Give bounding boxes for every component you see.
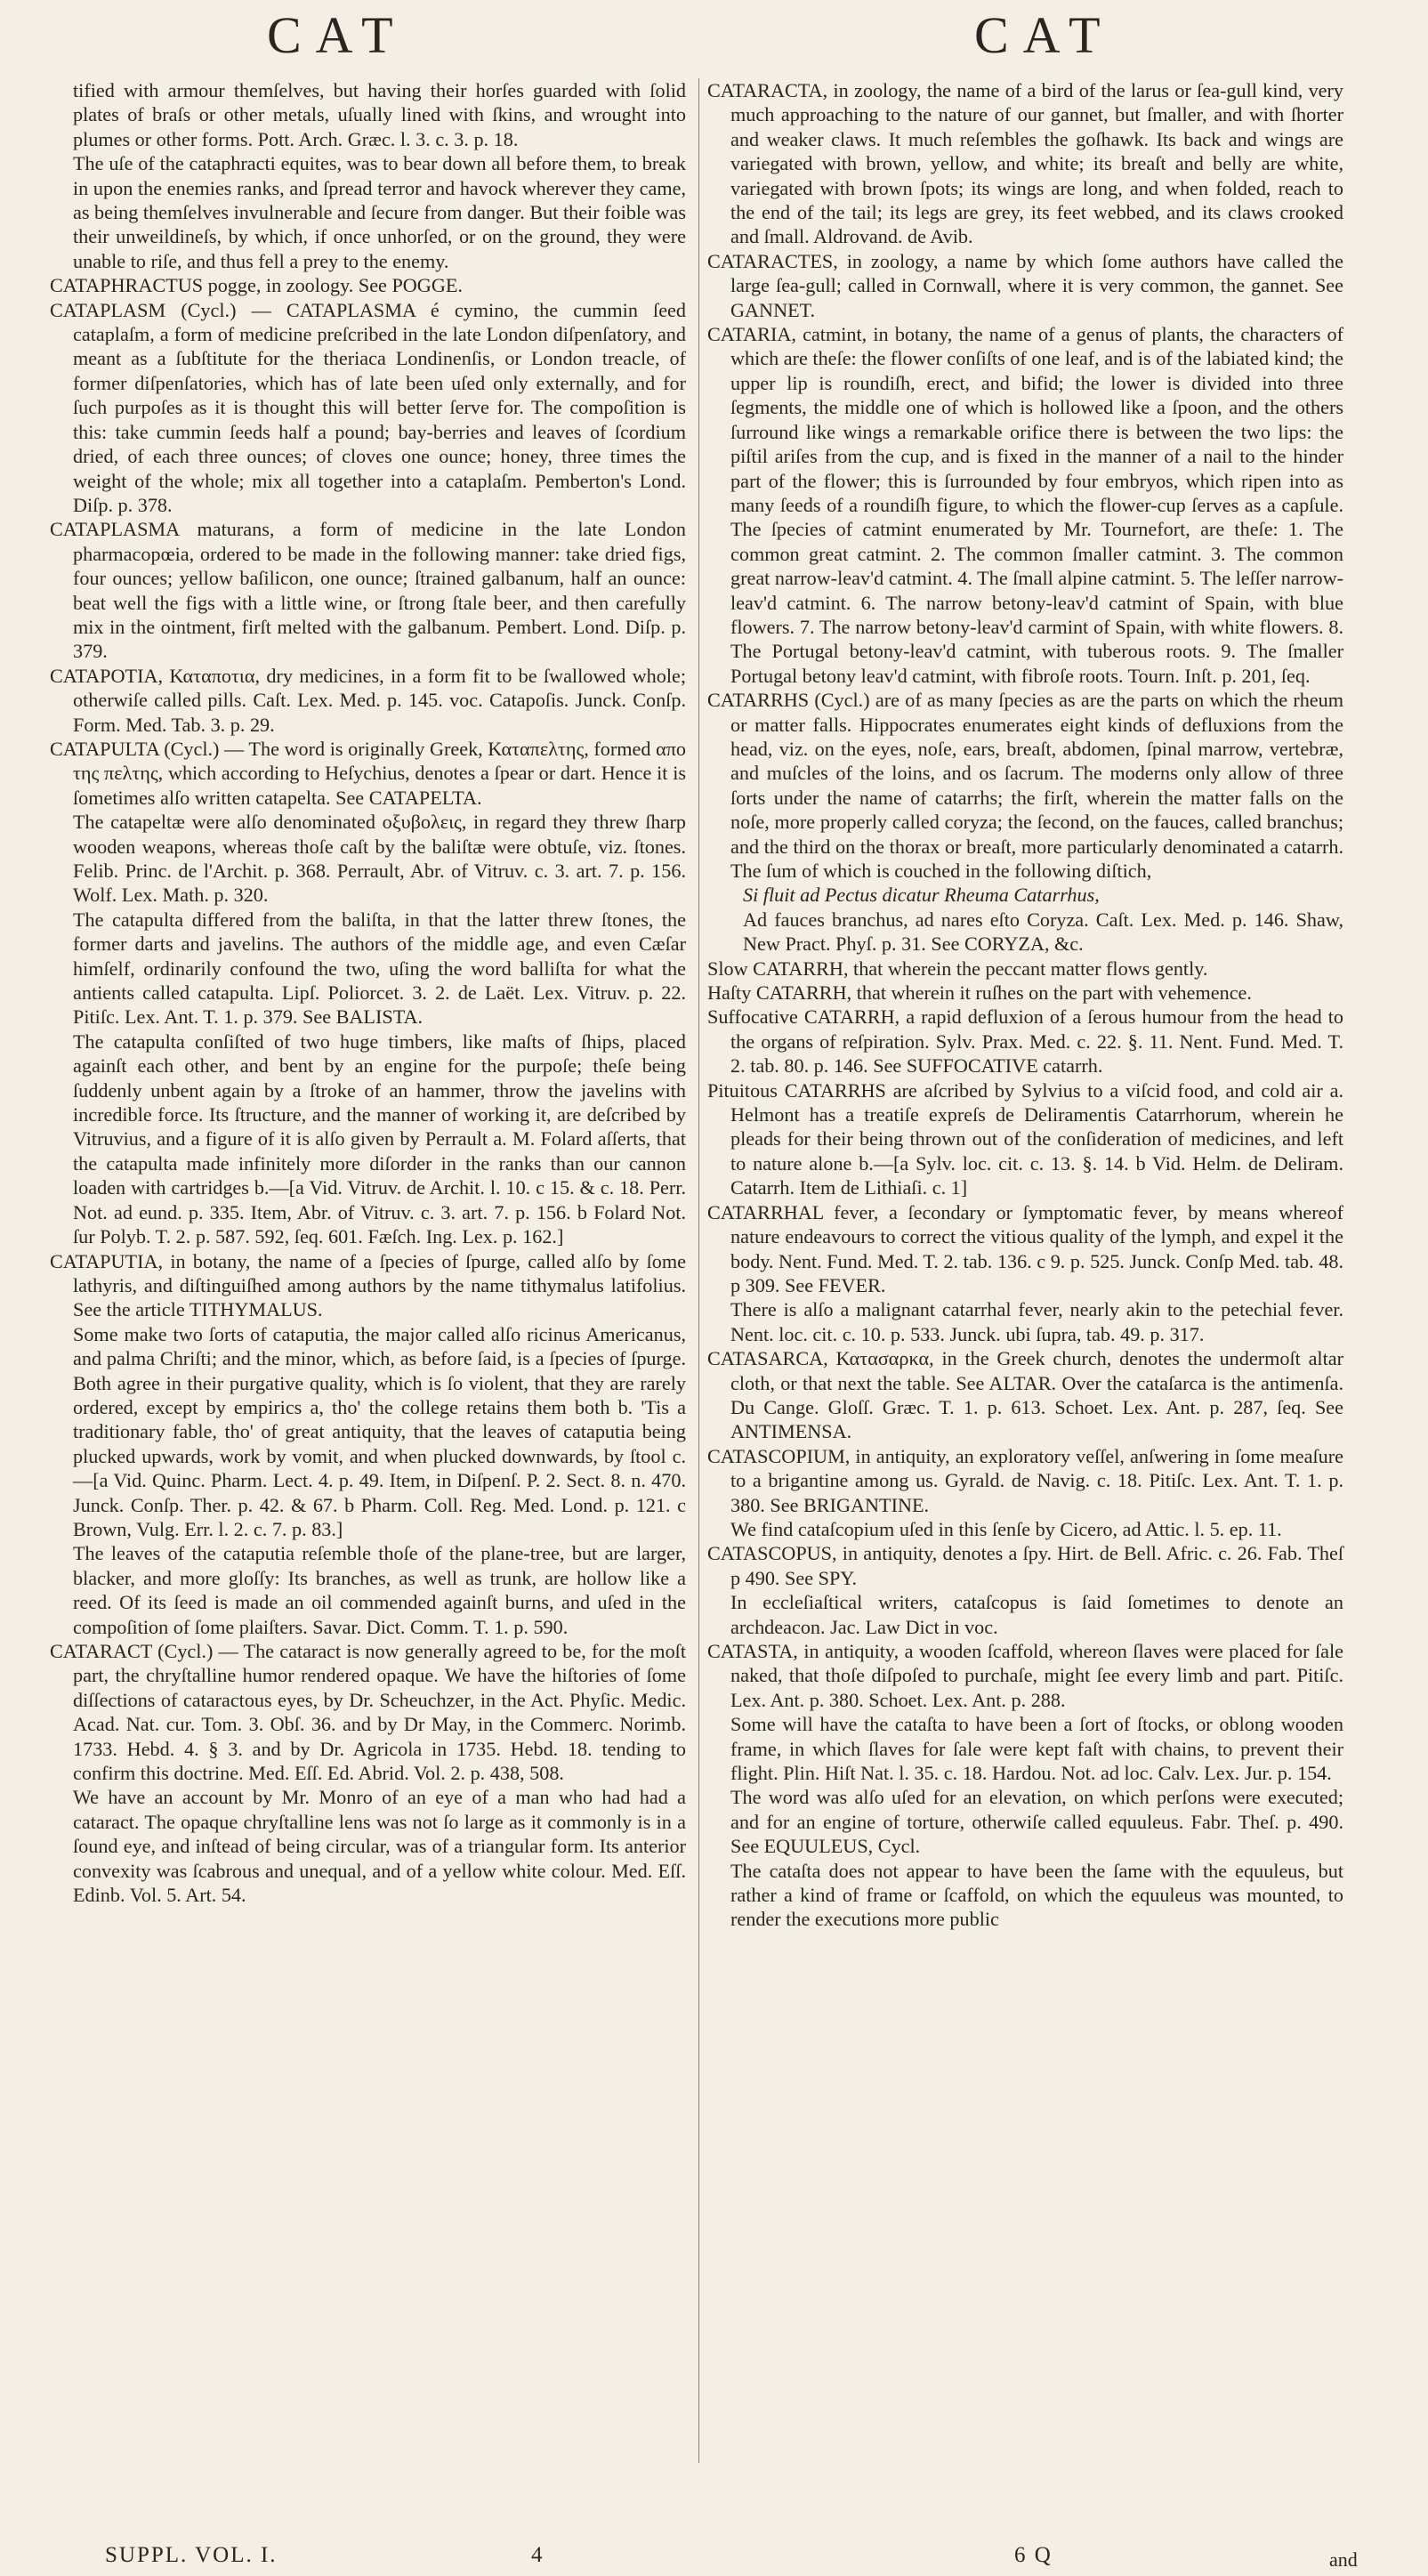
paragraph: The leaves of the cataputia reſemble thoſe of the plane-tree, but are larger, blacker, and more gloſſy: Its branches, as well as trunk, are hollow like a reed. Of its ſeed is made an oil commended againſt burns, and uſed in the compoſition of ſome plaiſters. Savar. Dict. Comm. T. 1. p. 590. <box>73 1542 686 1638</box>
entry-heading: CATAPHRACTUS pogge, in zoology. See POGGE. <box>50 274 463 297</box>
entry-heading: CATASCOPIUM, in antiquity, an exploratory veſſel, anſwering in ſome meaſure to a brigantine among us. Gyrald. de Navig. c. 18. Pitiſc. Lex. Ant. T. 1. p. 380. See BRIGANTINE. <box>707 1444 1343 1516</box>
signature-mark: SUPPL. VOL. I. <box>105 2543 278 2567</box>
catchword: and <box>1329 2548 1358 2571</box>
entry-heading: Slow CATARRH, that wherein the peccant matter flows gently. <box>707 957 1208 980</box>
column-divider <box>698 78 699 2463</box>
paragraph: Some will have the cataſta to have been a ſort of ſtocks, or oblong wooden frame, in which ſlaves for ſale were kept faſt with chains, to prevent their flight. Plin. Hiſt Nat. l. 35. c. 18. Hardou. Not. ad loc. Calv. Lex. Jur. p. 154. <box>730 1713 1343 1785</box>
entry-heading: CATARRHAL fever, a ſecondary or ſymptomatic fever, by means whereof nature endeavours to correct the vitious quality of the lymph, and expel it the body. Nent. Fund. Med. T. 2. tab. 136. c 9. p. 525. Junck. Conſp Med. tab. 48. p 309. See FEVER. <box>707 1200 1343 1296</box>
entry-heading: CATASCOPUS, in antiquity, denotes a ſpy. Hirt. de Bell. Afric. c. 26. Fab. Theſ p 490. See SPY. <box>707 1542 1343 1589</box>
paragraph: The uſe of the cataphracti equites, was to bear down all before them, to break in upon the enemies ranks, and ſpread terror and havock wherever they came, as being themſelves invulnerable and ſecure from danger. But their foible was their unweildineſs, by which, if once unhorſed, or on the ground, they were unable to riſe, and thus fell a prey to the enemy. <box>73 152 686 272</box>
entry-heading: CATASTA, in antiquity, a wooden ſcaffold, whereon ſlaves were placed for ſale naked, that thoſe diſpoſed to purchaſe, might ſee every limb and part. Pitiſc. Lex. Ant. p. 380. Schoet. Lex. Ant. p. 288. <box>707 1640 1343 1711</box>
entry-heading: CATAPLASM (Cycl.) — CATAPLASMA é cymino, the cummin ſeed cataplaſm, a form of medicine preſcribed in the late London diſpenſatory, and meant as a ſubſtitute for the theriaca Londinenſis, or London treacle, of former diſpenſatories, which has of late been uſed only externally, and for ſuch purpoſes as it is thought this will better ſerve for. The compoſition is this: take cummin ſeeds half a pound; bay-berries and leaves of ſcordium dried, of each three ounces; of cloves one ounce; honey, three times the weight of the whole; mix all together into a cataplaſm. Pemberton's Lond. Diſp. p. 378. <box>50 298 686 516</box>
entry-heading: CATARIA, catmint, in botany, the name of a genus of plants, the characters of which are theſe: the flower conſiſts of one leaf, and is of the labiated kind; the upper lip is roundiſh, erect, and bifid; the lower is divided into three ſegments, the middle one of which is hollowed like a ſpoon, and the others ſurround like wings a remarkable orifice there is between the two lips: the piſtil ariſes from the cup, and is fixed in the manner of a nail to the hinder part of the flower; this is ſurrounded by four embryos, which ripen into as many ſeeds of a roundiſh figure, to which the flower-cup ſerves as a capſule. The ſpecies of catmint enumerated by Mr. Tournefort, are theſe: 1. The common great catmint. 2. The common ſmaller catmint. 3. The common great narrow-leav'd catmint. 4. The ſmall alpine catmint. 5. The leſſer narrow-leav'd catmint. 6. The narrow betony-leav'd catmint of Spain, with blue flowers. 7. The narrow betony-leav'd carmint of Spain, with white flowers. 8. The Portugal betony-leav'd catmint, with tuberous roots. 9. The ſmaller Portugal betony leav'd catmint, with fibroſe roots. Tourn. Inſt. p. 201, ſeq. <box>707 323 1343 687</box>
running-header-right: CAT <box>974 6 1115 64</box>
left-column <box>50 78 686 1907</box>
entry-heading: CATAPLASMA maturans, a form of medicine in the late London pharmacopœia, ordered to be made in the following manner: take dried figs, four ounces; yellow baſilicon, one ounce; ſtrained galbanum, half an ounce: beat well the figs with a little wine, or ſtrong ſtale beer, and then carefully mix in the ointment, firſt melted with the galbanum. Pembert. Lond. Diſp. p. 379. <box>50 518 686 663</box>
entry-heading: Haſty CATARRH, that wherein it ruſhes on the part with vehemence. <box>707 981 1252 1005</box>
paragraph: The catapulta differed from the baliſta, in that the latter threw ſtones, the former darts and javelins. The authors of the middle age, and even Cæſar himſelf, ordinarily confound the two, uſing the word balliſta for what the antients called catapulta. Lipſ. Poliorcet. 3. 2. de Laët. Lex. Vitruv. p. 22. Pitiſc. Lex. Ant. T. 1. p. 379. See BALISTA. <box>73 908 686 1029</box>
verse-line: Si fluit ad Pectus dicatur Rheuma Catarrhus, <box>743 884 1100 907</box>
entry-heading: CATASARCA, Κατασαρκα, in the Greek church, denotes the undermoſt altar cloth, or that next the table. See ALTAR. Over the cataſarca is the antimenſa. Du Cange. Gloſſ. Græc. T. 1. p. 613. Schoet. Lex. Ant. p. 287, ſeq. See ANTIMENSA. <box>707 1347 1343 1443</box>
entry-heading: CATAPOTIA, Καταποτια, dry medicines, in a form fit to be ſwallowed whole; otherwiſe called pills. Caſt. Lex. Med. p. 145. voc. Catapoſis. Junck. Conſp. Form. Med. Tab. 3. p. 29. <box>50 664 686 736</box>
entry-heading: Pituitous CATARRHS are aſcribed by Sylvius to a viſcid food, and cold air a. Helmont has a treatiſe expreſs de Deliramentis Catarrhorum, wherein he pleads for their being thrown out of the conſideration of medicines, and left to nature alone b.—[a Sylv. loc. cit. c. 13. §. 14. b Vid. Helm. de Deliram. Catarrh. Item de Lithiaſi. c. 1] <box>707 1078 1343 1199</box>
paragraph: The catapeltæ were alſo denominated οξυβολεις, in regard they threw ſharp wooden weapons, whereas thoſe caſt by the baliſtæ were obtuſe, viz. ſtones. Felib. Princ. de l'Archit. p. 368. Perrault, Abr. of Vitruv. c. 3. art. 7. p. 156. Wolf. Lex. Math. p. 320. <box>73 811 686 907</box>
entry-heading: CATARACTES, in zoology, a name by which ſome authors have called the large ſea-gull; called in Cornwall, where it is very common, the gannet. See GANNET. <box>707 249 1343 321</box>
entry-heading: CATAPULTA (Cycl.) — The word is originally Greek, Καταπελτης, formed απο της πελτης, which according to Heſychius, denotes a ſpear or dart. Hence it is ſometimes alſo written catapelta. See CATAPELTA. <box>50 737 686 809</box>
paragraph: tified with armour themſelves, but having their horſes guarded with ſolid plates of braſs or other metals, uſually lined with ſkins, and wrought into plumes or other forms. Pott. Arch. Græc. l. 3. c. 3. p. 18. <box>73 79 686 150</box>
entry-heading: CATAPUTIA, in botany, the name of a ſpecies of ſpurge, called alſo by ſome lathyris, and diſtinguiſhed among authors by the name tithymalus latifolius. See the article TITHYMALUS. <box>50 1249 686 1321</box>
verse-line: Ad fauces branchus, ad nares eſto Coryza. Caſt. Lex. Med. p. 146. Shaw, New Pract. Phyſ. p. 31. See CORYZA, &c. <box>743 908 1343 956</box>
paragraph: Some make two ſorts of cataputia, the major called alſo ricinus Americanus, and palma Chriſti; and the minor, which, as before ſaid, is a ſpecies of ſpurge. Both agree in their purgative quality, which is ſo violent, that they are rarely ordered, except by empirics a, tho' the college retains them both b. 'Tis a traditionary fable, tho' of great antiquity, that the leaves of cataputia being plucked upwards, work by vomit, and when plucked downwards, by ſtool c.—[a Vid. Quinc. Pharm. Lect. 4. p. 49. Item, in Diſpenſ. P. 2. Sect. 8. n. 470. Junck. Conſp. Ther. p. 42. & 67. b Pharm. Coll. Reg. Med. Lond. p. 121. c Brown, Vulg. Err. l. 2. c. 7. p. 83.] <box>73 1322 686 1540</box>
paragraph: The cataſta does not appear to have been the ſame with the equuleus, but rather a kind of frame or ſcaffold, on which the equuleus was mounted, to render the executions more public <box>730 1859 1343 1931</box>
paragraph: We find cataſcopium uſed in this ſenſe by Cicero, ad Attic. l. 5. ep. 11. <box>730 1517 1282 1540</box>
right-column <box>707 78 1343 1932</box>
paragraph: The word was alſo uſed for an elevation, on which perſons were executed; and for an engine of torture, otherwiſe called equuleus. Fabr. Theſ. p. 490. See EQUULEUS, Cycl. <box>730 1786 1343 1858</box>
running-header-left: CAT <box>267 6 407 64</box>
paragraph: There is alſo a malignant catarrhal fever, nearly akin to the petechial fever. Nent. loc. cit. c. 10. p. 533. Junck. ubi ſupra, tab. 49. p. 317. <box>730 1298 1343 1345</box>
page-number: 4 <box>531 2543 543 2567</box>
paragraph: We have an account by Mr. Monro of an eye of a man who had had a cataract. The opaque chryſtalline lens was not ſo large as it commonly is in a ſound eye, and inſtead of being circular, was of a triangular form. Its anterior convexity was ſcabrous and unequal, and of a yellow white colour. Med. Eſſ. Edinb. Vol. 5. Art. 54. <box>73 1786 686 1907</box>
entry-heading: Suffocative CATARRH, a rapid defluxion of a ſerous humour from the head to the organs of reſpiration. Sylv. Prax. Med. c. 22. §. 11. Nent. Fund. Med. T. 2. tab. 80. p. 146. See SUFFOCATIVE catarrh. <box>707 1005 1343 1078</box>
entry-heading: CATARACTA, in zoology, the name of a bird of the larus or ſea-gull kind, very much approaching to the nature of our gannet, but ſmaller, and with ſhorter and weaker claws. It much reſembles the goſhawk. Its back and wings are variegated with brown, yellow, and white; its breaſt and belly are white, variegated with brown ſpots; its wings are long, and when folded, reach to the end of the tail; its legs are grey, its feet webbed, and its claws crooked and ſmall. Aldrovand. de Avib. <box>707 79 1343 248</box>
entry-heading: CATARRHS (Cycl.) are of as many ſpecies as are the parts on which the rheum or matter falls. Hippocrates enumerates eight kinds of defluxions from the head, viz. on the eyes, noſe, ears, breaſt, abdomen, ſpinal marrow, vertebræ, and muſcles of the loins, and os ſacrum. The moderns only allow of three ſorts under the name of catarrhs; the firſt, wherein the matter falls on the noſe, more properly called coryza; the ſecond, on the fauces, called branchus; and the third on the thorax or breaſt, more particularly denominated a catarrh. The ſum of which is couched in the following diſtich, <box>707 689 1343 882</box>
paragraph: The catapulta conſiſted of two huge timbers, like maſts of ſhips, placed againſt each other, and bent by an engine for the purpoſe; theſe being ſuddenly unbent again by a ſtroke of an hammer, throw the javelins with incredible force. Its ſtructure, and the manner of working it, are deſcribed by Vitruvius, and a figure of it is alſo given by Perrault a. M. Folard aſſerts, that the catapulta made infinitely more diſorder in the ranks than our cannon loaden with cartridges b.—[a Vid. Vitruv. de Archit. l. 10. c 15. & c. 18. Perr. Not. ad eund. p. 335. Item, Abr. of Vitruv. c. 3. art. 7. p. 156. b Folard Not. ſur Polyb. T. 2. p. 587. 592, ſeq. 601. Fæſch. Ing. Lex. p. 162.] <box>73 1030 686 1248</box>
gathering-mark: 6 Q <box>1014 2543 1053 2567</box>
paragraph: In eccleſiaſtical writers, cataſcopus is ſaid ſometimes to denote an archdeacon. Jac. Law Dict in voc. <box>730 1591 1343 1638</box>
entry-heading: CATARACT (Cycl.) — The cataract is now generally agreed to be, for the moſt part, the chryſtalline humor rendered opaque. We have the hiſtories of ſome diſſections of cataractous eyes, by Dr. Scheuchzer, in the Act. Phyſic. Medic. Acad. Nat. cur. Tom. 3. Obſ. 36. and by Dr May, in the Commerc. Norimb. 1733. Hebd. 4. § 3. and by Dr. Agricola in 1735. Hebd. 18. tending to confirm this doctrine. Med. Eſſ. Ed. Abrid. Vol. 2. p. 438, 508. <box>50 1640 686 1785</box>
